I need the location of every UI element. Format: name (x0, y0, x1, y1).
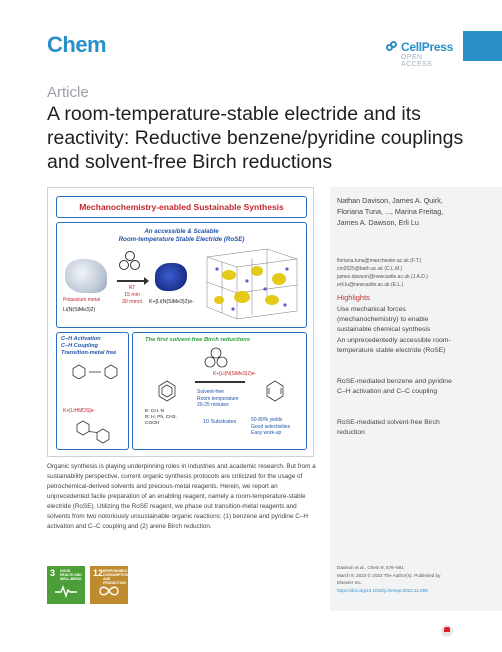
email-link[interactable]: james.dawson@newcastle.ac.uk (J.A.D.) (337, 274, 428, 280)
sdg-badge-12[interactable] (90, 566, 128, 604)
benzene-pyridine-icon (67, 363, 123, 379)
figure-subtitle-1: An accessible & Scalable (144, 228, 219, 235)
crystal-structure-image (197, 245, 305, 325)
figure-header-text: Mechanochemistry-enabled Sustainable Synthesis (79, 202, 284, 212)
figure-header (56, 196, 307, 218)
rt-label: RT (128, 285, 136, 291)
feature-item: Transition-metal free (61, 350, 117, 356)
birch-results (251, 417, 290, 437)
publisher-logo[interactable] (386, 40, 454, 68)
email-link[interactable]: erli.lu@newcastle.ac.uk (E.L.) (337, 282, 404, 288)
abstract-text: Organic synthesis is playing underpinning roles in industries and academic research. But from a sustainability perspective, current organic synthesis protocols are criticized for the usage of petrochemical-derived solvents and precious-metal reagents. Herein, we report an unprecedented facile preparation of an enabling reagent, namely a room-temperature-stable electride (RoSE). Utilizing the RoSE reagent, we phase out transition-metal reagents and solvents from two notoriously unsustainable organic reactions: (1) benzene and pyridine C–H activation and C–C coupling and (2) arene Birch reduction. (47, 463, 316, 530)
substrate-count: 10 Substrates (203, 419, 237, 425)
heartbeat-icon (55, 584, 77, 598)
r-group-definitions (145, 409, 177, 427)
citation-line: Davison et al., Chem 9, 576–591 (337, 565, 404, 570)
condition-item: 20-25 minutes (197, 402, 229, 408)
amide-label: Li(N(SiMe3)2) (63, 307, 96, 313)
sdg-number: 3 (50, 568, 56, 578)
open-access-tag: OPEN ACCESS (401, 54, 433, 68)
potassium-image (65, 259, 107, 293)
birch-reagent-label: K+[Li(N(SiMe3)2)e- (213, 371, 257, 377)
feature-item: C–H Activation (61, 336, 101, 342)
citation-line: March 9, 2023 © 2022 The Author(s). Published by Elsevier Inc. (337, 572, 441, 585)
condition-item: Solvent-free (197, 389, 224, 395)
condition-item: Room temperature (197, 395, 239, 402)
correspondence-emails (337, 257, 457, 289)
time-label: 15 min (124, 292, 140, 298)
feature-item: C–H Coupling (61, 343, 98, 349)
bipyridine-icon (71, 419, 117, 447)
result-item: Good selectivities (251, 423, 291, 430)
highlight-item: RoSE-mediated benzene and pyridine C–H activation and C–C coupling (337, 378, 452, 395)
rose-label: K+[Li(N(SiMe3)2)e- (149, 299, 194, 305)
email-link[interactable]: floriana.tuna@manchester.ac.uk (F.T.) (337, 258, 422, 264)
journal-logo[interactable]: Chem (47, 32, 107, 57)
article-type: Article (47, 84, 89, 101)
mill-balls-icon (119, 251, 141, 271)
author-list[interactable]: Nathan Davison, James A. Quirk, Floriana Tuna, ..., Marina Freitag, James A. Dawson, Erli Lu (337, 196, 444, 227)
header-accent-block (463, 31, 502, 61)
birch-conditions (197, 389, 239, 409)
r-group-item: R: H, Ph, CH3, (145, 415, 177, 420)
cyclohexadiene-product-icon (255, 377, 295, 407)
highlight-item: An unprecedentedly accessible room-temperature stable electride (RoSE) (337, 337, 451, 354)
birch-arrow-icon (195, 381, 245, 383)
figure-bottom-left-panel (56, 332, 129, 450)
doi-link[interactable]: https://doi.org/10.1016/j.chempr.2022.11.006 (337, 587, 428, 593)
reaction-arrow-icon (117, 280, 145, 282)
crossmark-icon[interactable] (441, 625, 453, 637)
citation-block (337, 564, 457, 594)
r-group-item: COOH (145, 421, 160, 426)
sdg-number: 12 (93, 568, 104, 578)
potassium-label: Potassium metal (63, 297, 100, 303)
publisher-name: CellPress (401, 40, 454, 54)
sdg-label: GOOD HEALTH AND WELL-BEING (60, 569, 82, 581)
mill-balls-icon (201, 347, 231, 369)
highlights-heading: Highlights (337, 293, 370, 302)
figure-bottom-right-panel (132, 332, 307, 450)
feature-list (57, 336, 116, 357)
arene-substrate-icon (147, 377, 187, 407)
figure-subtitle-2: Room-temperature Stable Electride (RoSE) (118, 236, 245, 243)
result-item: Easy work-up (251, 430, 282, 436)
sdg-badge-3[interactable] (47, 566, 85, 604)
sdg-label: RESPONSIBLE CONSUMPTION AND PRODUCTION (103, 569, 129, 585)
article-sidebar (330, 187, 502, 611)
article-title: A room-temperature-stable electride and its reactivity: Reductive benzene/pyridine couplings and solvent-free Birch reductions (47, 103, 464, 173)
left-reagent-label: K+[LiHMDS]e- (63, 408, 96, 414)
infinity-icon (98, 584, 120, 598)
cellpress-mark-icon (386, 41, 398, 53)
birch-title: The first solvent-free Birch reductions (145, 337, 251, 343)
reaction-conditions (121, 285, 143, 306)
figure-top-panel (56, 222, 307, 328)
highlight-item: RoSE-mediated solvent-free Birch reduction (337, 419, 440, 436)
scale-label: 30 mmol (122, 299, 142, 305)
email-link[interactable]: cm2025@bath.ac.uk (C.L.M.) (337, 266, 403, 272)
result-item: 50-80% yields (251, 417, 283, 423)
r-group-item: E: CH, N (145, 409, 164, 414)
graphical-abstract[interactable] (47, 187, 314, 457)
highlight-item: Use mechanical forces (mechanochemistry) to enable sustainable chemical synthesis (337, 306, 431, 333)
rose-image (155, 263, 187, 291)
